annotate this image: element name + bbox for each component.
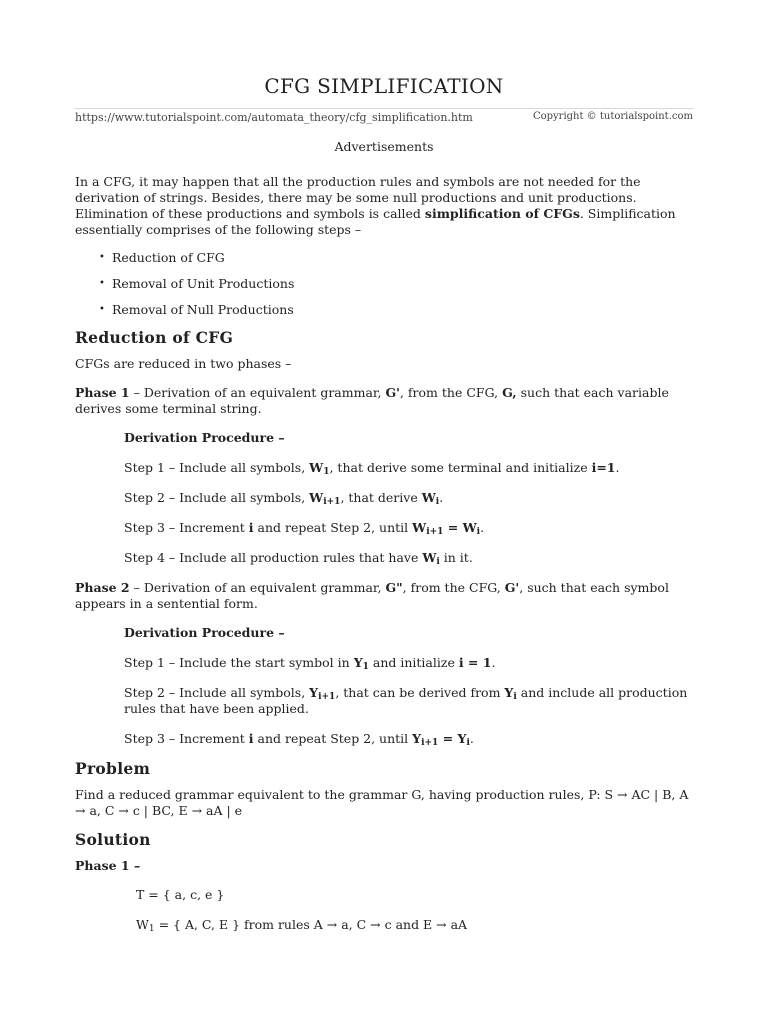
phase2-step-1: Step 1 – Include the start symbol in $Y_1$ and initialize i = 1. [124, 655, 496, 672]
phase1-step-3: Step 3 – Increment i and repeat Step 2, until $W_{i+1} = W_i$. [124, 520, 485, 537]
advertisements-label: Advertisements [334, 139, 434, 154]
phase1-step-1: Step 1 – Include all symbols, $W_1$, that derive some terminal and initialize i=1. [124, 460, 620, 477]
simplification-steps-list [75, 250, 695, 318]
list-item: • Removal of Unit Productions [75, 276, 695, 292]
phase1-paragraph: Phase 1 – Derivation of an equivalent grammar, G', from the CFG, G, such that each variable derives some terminal string. [75, 385, 669, 416]
list-item: • Removal of Null Productions [75, 302, 695, 318]
page-title: CFG SIMPLIFICATION [264, 74, 504, 98]
phase2-paragraph: Phase 2 – Derivation of an equivalent grammar, G", from the CFG, G', such that each symbol appears in a sentential form. [75, 580, 669, 611]
copyright-notice: Copyright © tutorialspoint.com [532, 111, 693, 122]
section-heading-solution: Solution [75, 830, 151, 849]
phase2-step-3: Step 3 – Increment i and repeat Step 2, until $Y_{i+1} = Y_i$. [124, 731, 474, 748]
source-url[interactable]: https://www.tutorialspoint.com/automata_theory/cfg_simplification.htm [75, 111, 473, 124]
procedure-label: Derivation Procedure – [124, 430, 285, 445]
intro-bold-term: simplification of CFGs [424, 206, 580, 221]
problem-text: Find a reduced grammar equivalent to the grammar G, having production rules, P: S → AC | B, A → a, C → c | BC, E → aA | e [75, 787, 689, 818]
phase1-step-4: Step 4 – Include all production rules that have $W_i$ in it. [124, 550, 473, 567]
section-heading-problem: Problem [75, 759, 151, 778]
article-body [75, 174, 695, 947]
w1-set: $W_1$ = { A, C, E } from rules A → a, C → c and E → aA [136, 917, 468, 934]
procedure-label: Derivation Procedure – [124, 625, 285, 640]
phase2-procedure [124, 625, 695, 747]
solution-phase1-label: Phase 1 – [75, 858, 141, 873]
phase2-step-2: Step 2 – Include all symbols, $Y_{i+1}$, that can be derived from $Y_i$ and include all production rules that have been applied. [124, 685, 688, 716]
section-heading-reduction: Reduction of CFG [75, 328, 234, 347]
header-divider [74, 108, 694, 109]
phases-intro: CFGs are reduced in two phases – [75, 356, 292, 371]
phase1-procedure [124, 430, 695, 566]
intro-paragraph: In a CFG, it may happen that all the production rules and symbols are not needed for the derivation of strings. Besides, there may be some null productions and unit productions. Elimination of these productions and symbols is called simplification of CFGs. Simplification essentially comprises of the following steps – [75, 174, 676, 237]
list-item: • Reduction of CFG [75, 250, 695, 266]
terminal-set: T = { a, c, e } [136, 887, 225, 902]
phase1-step-2: Step 2 – Include all symbols, $W_{i+1}$, that derive $W_i$. [124, 490, 444, 507]
